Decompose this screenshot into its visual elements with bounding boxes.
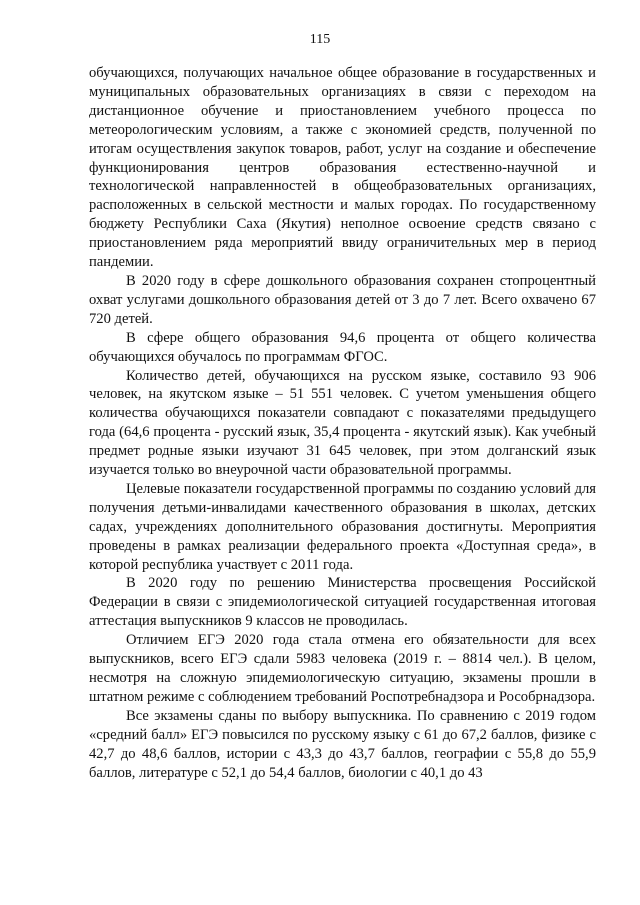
paragraph-fgos: В сфере общего образования 94,6 процента от общего количества обучающихся обучалось по программам ФГОС. bbox=[89, 329, 596, 365]
document-body bbox=[89, 64, 596, 782]
paragraph-grade9-attestation: В 2020 году по решению Министерства просвещения Российской Федерации в связи с эпидемиологической ситуацией государственная итоговая аттестация выпускников 9 классов не проводилась. bbox=[89, 575, 596, 630]
page-number: 115 bbox=[309, 32, 331, 47]
paragraph-continuation: обучающихся, получающих начальное общее образование в государственных и муниципальных образовательных организациях в связи с переходом на дистанционное обучение и приостановлением учебного процесса по метеорологическим условиям, а также с экономией средств, полученной по итогам осуществления закупок товаров, работ, услуг на создание и обеспечение функционирования центров образования естественно-научной и технологической направленностей в общеобразовательных организациях, расположенных в сельской местности и малых городах. По государственному бюджету Республики Саха (Якутия) неполное освоение средств связано с приостановлением ряда мероприятий ввиду ограничительных мер в период пандемии. bbox=[89, 65, 596, 271]
paragraph-preschool-coverage: В 2020 году в сфере дошкольного образования сохранен стопроцентный охват услугами дошкольного образования детей от 3 до 7 лет. Всего охвачено 67 720 детей. bbox=[89, 272, 596, 327]
paragraph-languages: Количество детей, обучающихся на русском языке, составило 93 906 человек, на якутском языке – 51 551 человек. С учетом уменьшения общего количества обучающихся показатели совпадают с показателями предыдущего года (64,6 процента - русский язык, 35,4 процента - якутский язык). Как учебный предмет родные языки изучают 31 645 человек, при этом долганский язык изучается только во внеурочной части образовательной программы. bbox=[89, 367, 596, 479]
paragraph-disabled-children: Целевые показатели государственной программы по созданию условий для получения детьми-инвалидами качественного образования в школах, детских садах, учреждениях дополнительного образования достигнуты. Мероприятия проведены в рамках реализации федерального проекта «Доступная среда», в которой республика участвует с 2011 года. bbox=[89, 480, 596, 573]
paragraph-ege-2020: Отличием ЕГЭ 2020 года стала отмена его обязательности для всех выпускников, всего ЕГЭ сдали 5983 человека (2019 г. – 8814 чел.). В целом, несмотря на сложную эпидемиологическую ситуацию, экзамены прошли в штатном режиме с соблюдением требований Роспотребнадзора и Рособрнадзора. bbox=[89, 632, 596, 705]
paragraph-ege-scores: Все экзамены сданы по выбору выпускника. По сравнению с 2019 годом «средний балл» ЕГЭ повысился по русскому языку с 61 до 67,2 баллов, физике с 42,7 до 48,6 баллов, истории с 43,3 до 43,7 баллов, географии с 55,8 до 55,9 баллов, литературе с 52,1 до 54,4 баллов, биологии с 40,1 до 43 bbox=[89, 707, 596, 781]
